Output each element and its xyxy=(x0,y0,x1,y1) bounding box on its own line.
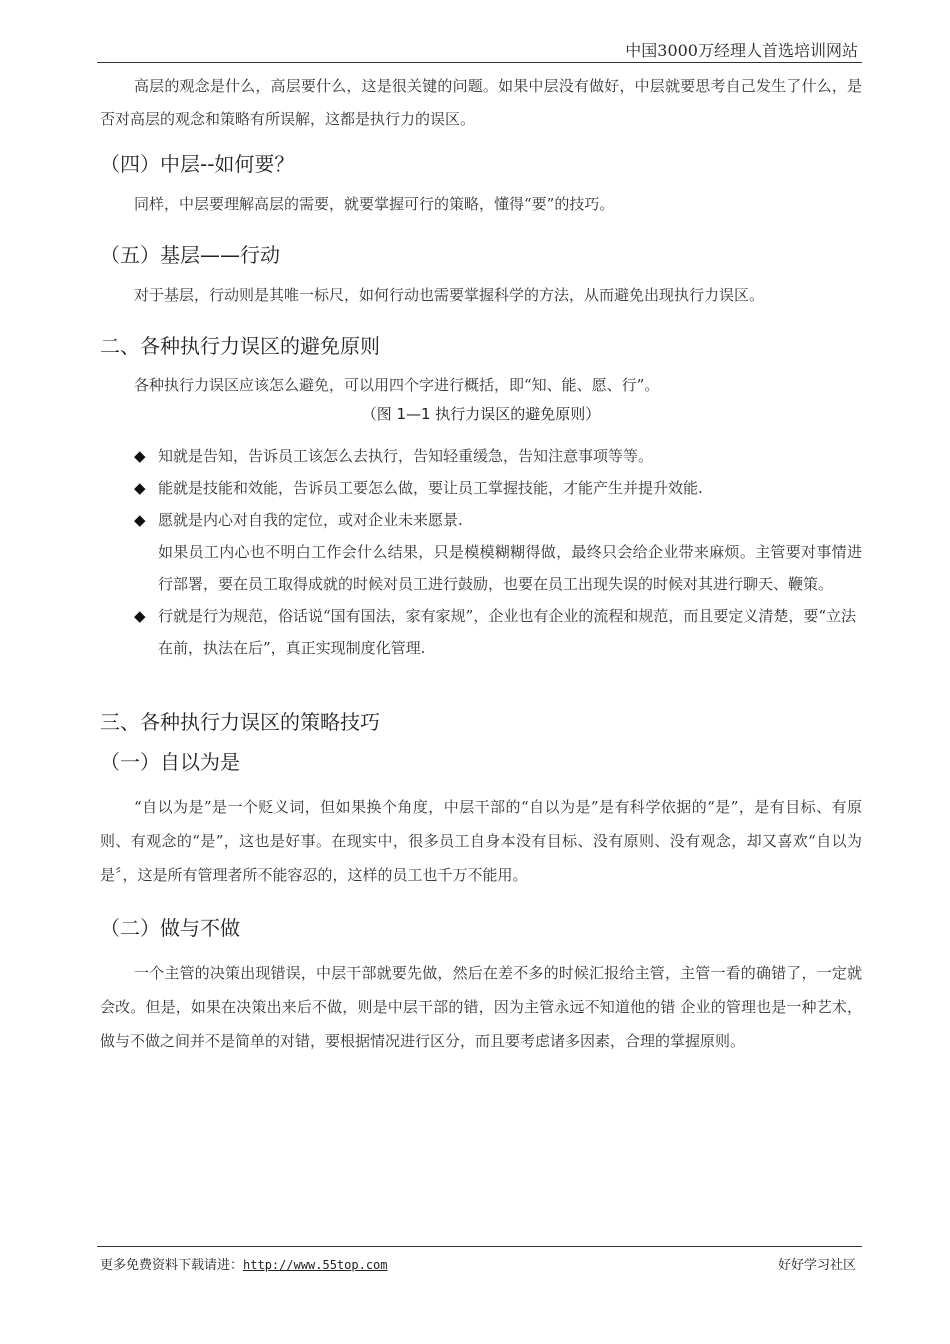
section-4-heading: （四）中层--如何要？ xyxy=(100,152,295,176)
principles-list xyxy=(100,440,862,536)
footer-download-label: 更多免费资料下载请进： xyxy=(100,1258,244,1273)
document-body xyxy=(100,70,862,1058)
diamond-icon: ◆ xyxy=(134,479,146,497)
header-site-title: 中国3000万经理人首选培训网站 xyxy=(625,41,858,60)
diamond-icon: ◆ xyxy=(134,511,146,529)
footer-link[interactable]: http://www.55top.com xyxy=(243,1258,388,1272)
subsection-2-text: 一个主管的决策出现错误，中层干部就要先做，然后在差不多的时候汇报给主管，主管一看的确错了，一定就会改。但是，如果在决策出来后不做，则是中层干部的错，因为主管永远不知道他的错 企业的管理也是一种艺术，做与不做之间并不是简单的对错，要根据情况进行区分，而且要考虑诸多因素，合理的掌握原则。 xyxy=(100,964,862,1050)
subsection-1-heading: （一）自以为是 xyxy=(100,750,240,774)
diamond-icon: ◆ xyxy=(134,447,146,465)
figure-caption: （图 1—1 执行力误区的避免原则） xyxy=(361,405,601,423)
subsection-2-heading: （二）做与不做 xyxy=(100,916,240,940)
header-divider xyxy=(97,62,862,63)
subsection-1-text: “自以为是”是一个贬义词，但如果换个角度，中层干部的“自以为是”是有科学依据的“是”，是有目标、有原则、有观念的“是”，这也是好事。在现实中，很多员工自身本没有目标、没有原则、没有观念，却又喜欢“自以为是〞，这是所有管理者所不能容忍的，这样的员工也千万不能用。 xyxy=(100,798,862,884)
section-4-text: 同样，中层要理解高层的需要，就要掌握可行的策略，懂得“要”的技巧。 xyxy=(134,195,615,213)
part-3-heading: 三、各种执行力误区的策略技巧 xyxy=(100,710,380,734)
section-5-text: 对于基层，行动则是其唯一标尺，如何行动也需要掌握科学的方法，从而避免出现执行力误区。 xyxy=(134,286,765,304)
principles-list-continued xyxy=(100,600,862,664)
bullet-text: 行就是行为规范，俗话说“国有国法，家有家规”，企业也有企业的流程和规范，而且要定义清楚，要“立法在前，执法在后”，真正实现制度化管理. xyxy=(158,607,857,657)
list-item xyxy=(100,472,862,504)
intro-paragraph: 高层的观念是什么，高层要什么，这是很关键的问题。如果中层没有做好，中层就要思考自己发生了什么，是否对高层的观念和策略有所误解，这都是执行力的误区。 xyxy=(100,77,862,128)
footer-community: 好好学习社区 xyxy=(777,1258,856,1273)
list-item xyxy=(100,600,862,664)
footer-divider xyxy=(97,1246,862,1247)
list-item xyxy=(100,440,862,472)
diamond-icon: ◆ xyxy=(134,607,146,625)
section-5-heading: （五）基层——行动 xyxy=(100,243,280,267)
part-2-intro: 各种执行力误区应该怎么避免，可以用四个字进行概括，即“知、能、愿、行”。 xyxy=(134,376,660,394)
footer-download xyxy=(100,1254,388,1273)
bullet-text: 知就是告知，告诉员工该怎么去执行，告知轻重缓急，告知注意事项等等。 xyxy=(158,447,654,465)
bullet-3-detail: 如果员工内心也不明白工作会什么结果，只是模模糊糊得做，最终只会给企业带来麻烦。主管要对事情进行部署，要在员工取得成就的时候对员工进行鼓励，也要在员工出现失误的时候对其进行聊天、鞭策。 xyxy=(158,543,862,593)
bullet-text: 能就是技能和效能，告诉员工要怎么做，要让员工掌握技能，才能产生并提升效能. xyxy=(158,479,703,497)
bullet-text: 愿就是内心对自我的定位，或对企业未来愿景. xyxy=(158,511,463,529)
list-item xyxy=(100,504,862,536)
part-2-heading: 二、各种执行力误区的避免原则 xyxy=(100,334,380,358)
